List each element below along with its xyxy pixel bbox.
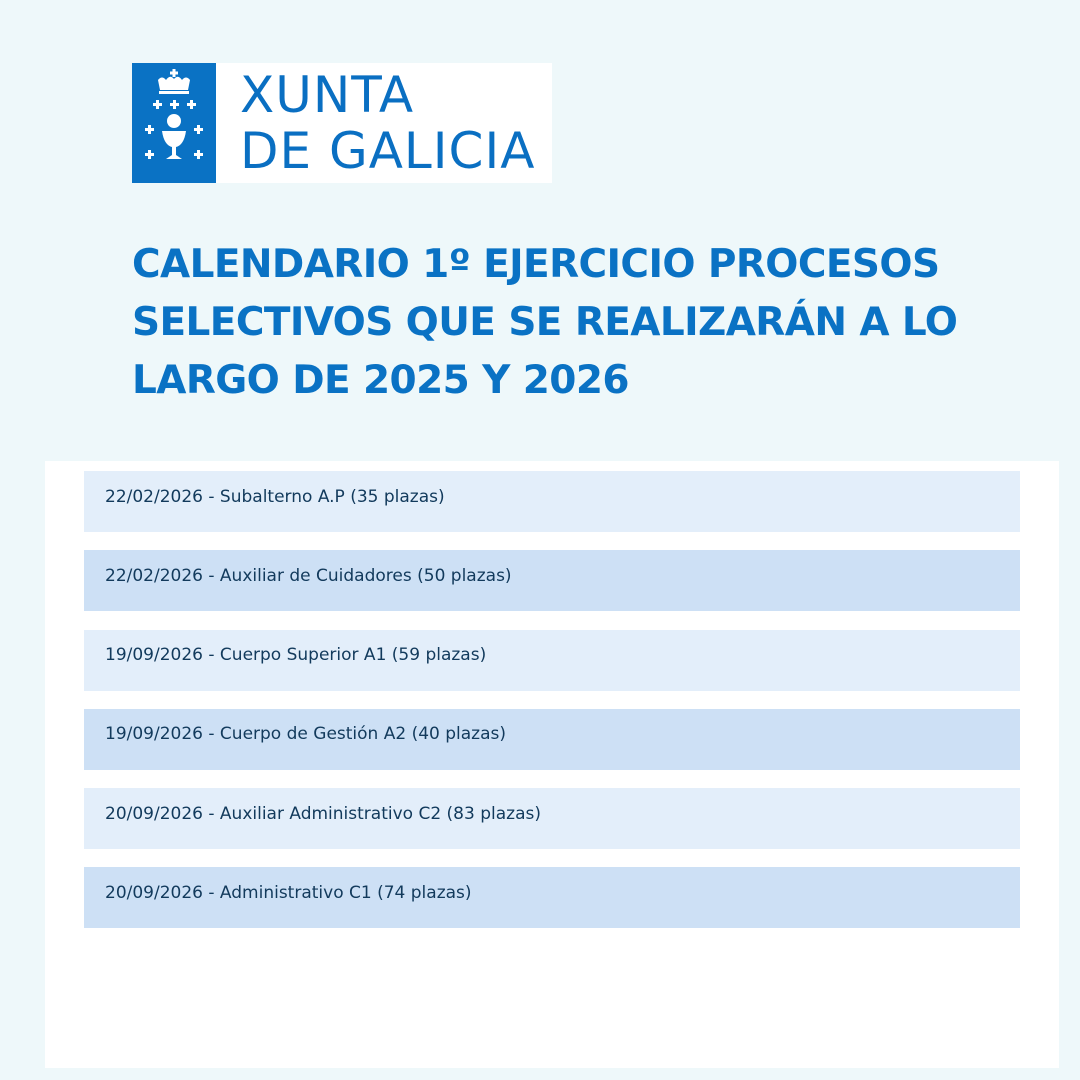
list-item-text: 19/09/2026 - Cuerpo de Gestión A2 (40 plazas) xyxy=(105,724,507,745)
title-line-3: LARGO DE 2025 Y 2026 xyxy=(132,358,629,403)
list-item xyxy=(84,788,1020,849)
xunta-logo xyxy=(132,63,552,183)
page-title xyxy=(132,236,992,410)
list-item xyxy=(84,630,1020,691)
title-line-2: SELECTIVOS QUE SE REALIZARÁN A LO xyxy=(132,300,958,345)
logo-line-1: XUNTA xyxy=(240,66,415,124)
list-item xyxy=(84,471,1020,532)
list-item-text: 20/09/2026 - Administrativo C1 (74 plazas) xyxy=(105,882,472,903)
galicia-coat-of-arms-icon xyxy=(132,63,216,183)
list-item-text: 22/02/2026 - Subalterno A.P (35 plazas) xyxy=(105,486,445,507)
list-item-text: 20/09/2026 - Auxiliar Administrativo C2 (83 plazas) xyxy=(105,803,541,824)
list-item xyxy=(84,709,1020,770)
list-item xyxy=(84,550,1020,611)
xunta-logo-wordmark xyxy=(240,67,535,179)
exam-calendar-list xyxy=(84,471,1020,947)
list-item xyxy=(84,867,1020,928)
list-item-text: 22/02/2026 - Auxiliar de Cuidadores (50 plazas) xyxy=(105,565,512,586)
logo-line-2: DE GALICIA xyxy=(240,122,536,180)
title-line-1: CALENDARIO 1º EJERCICIO PROCESOS xyxy=(132,242,940,287)
list-item-text: 19/09/2026 - Cuerpo Superior A1 (59 plazas) xyxy=(105,645,487,666)
